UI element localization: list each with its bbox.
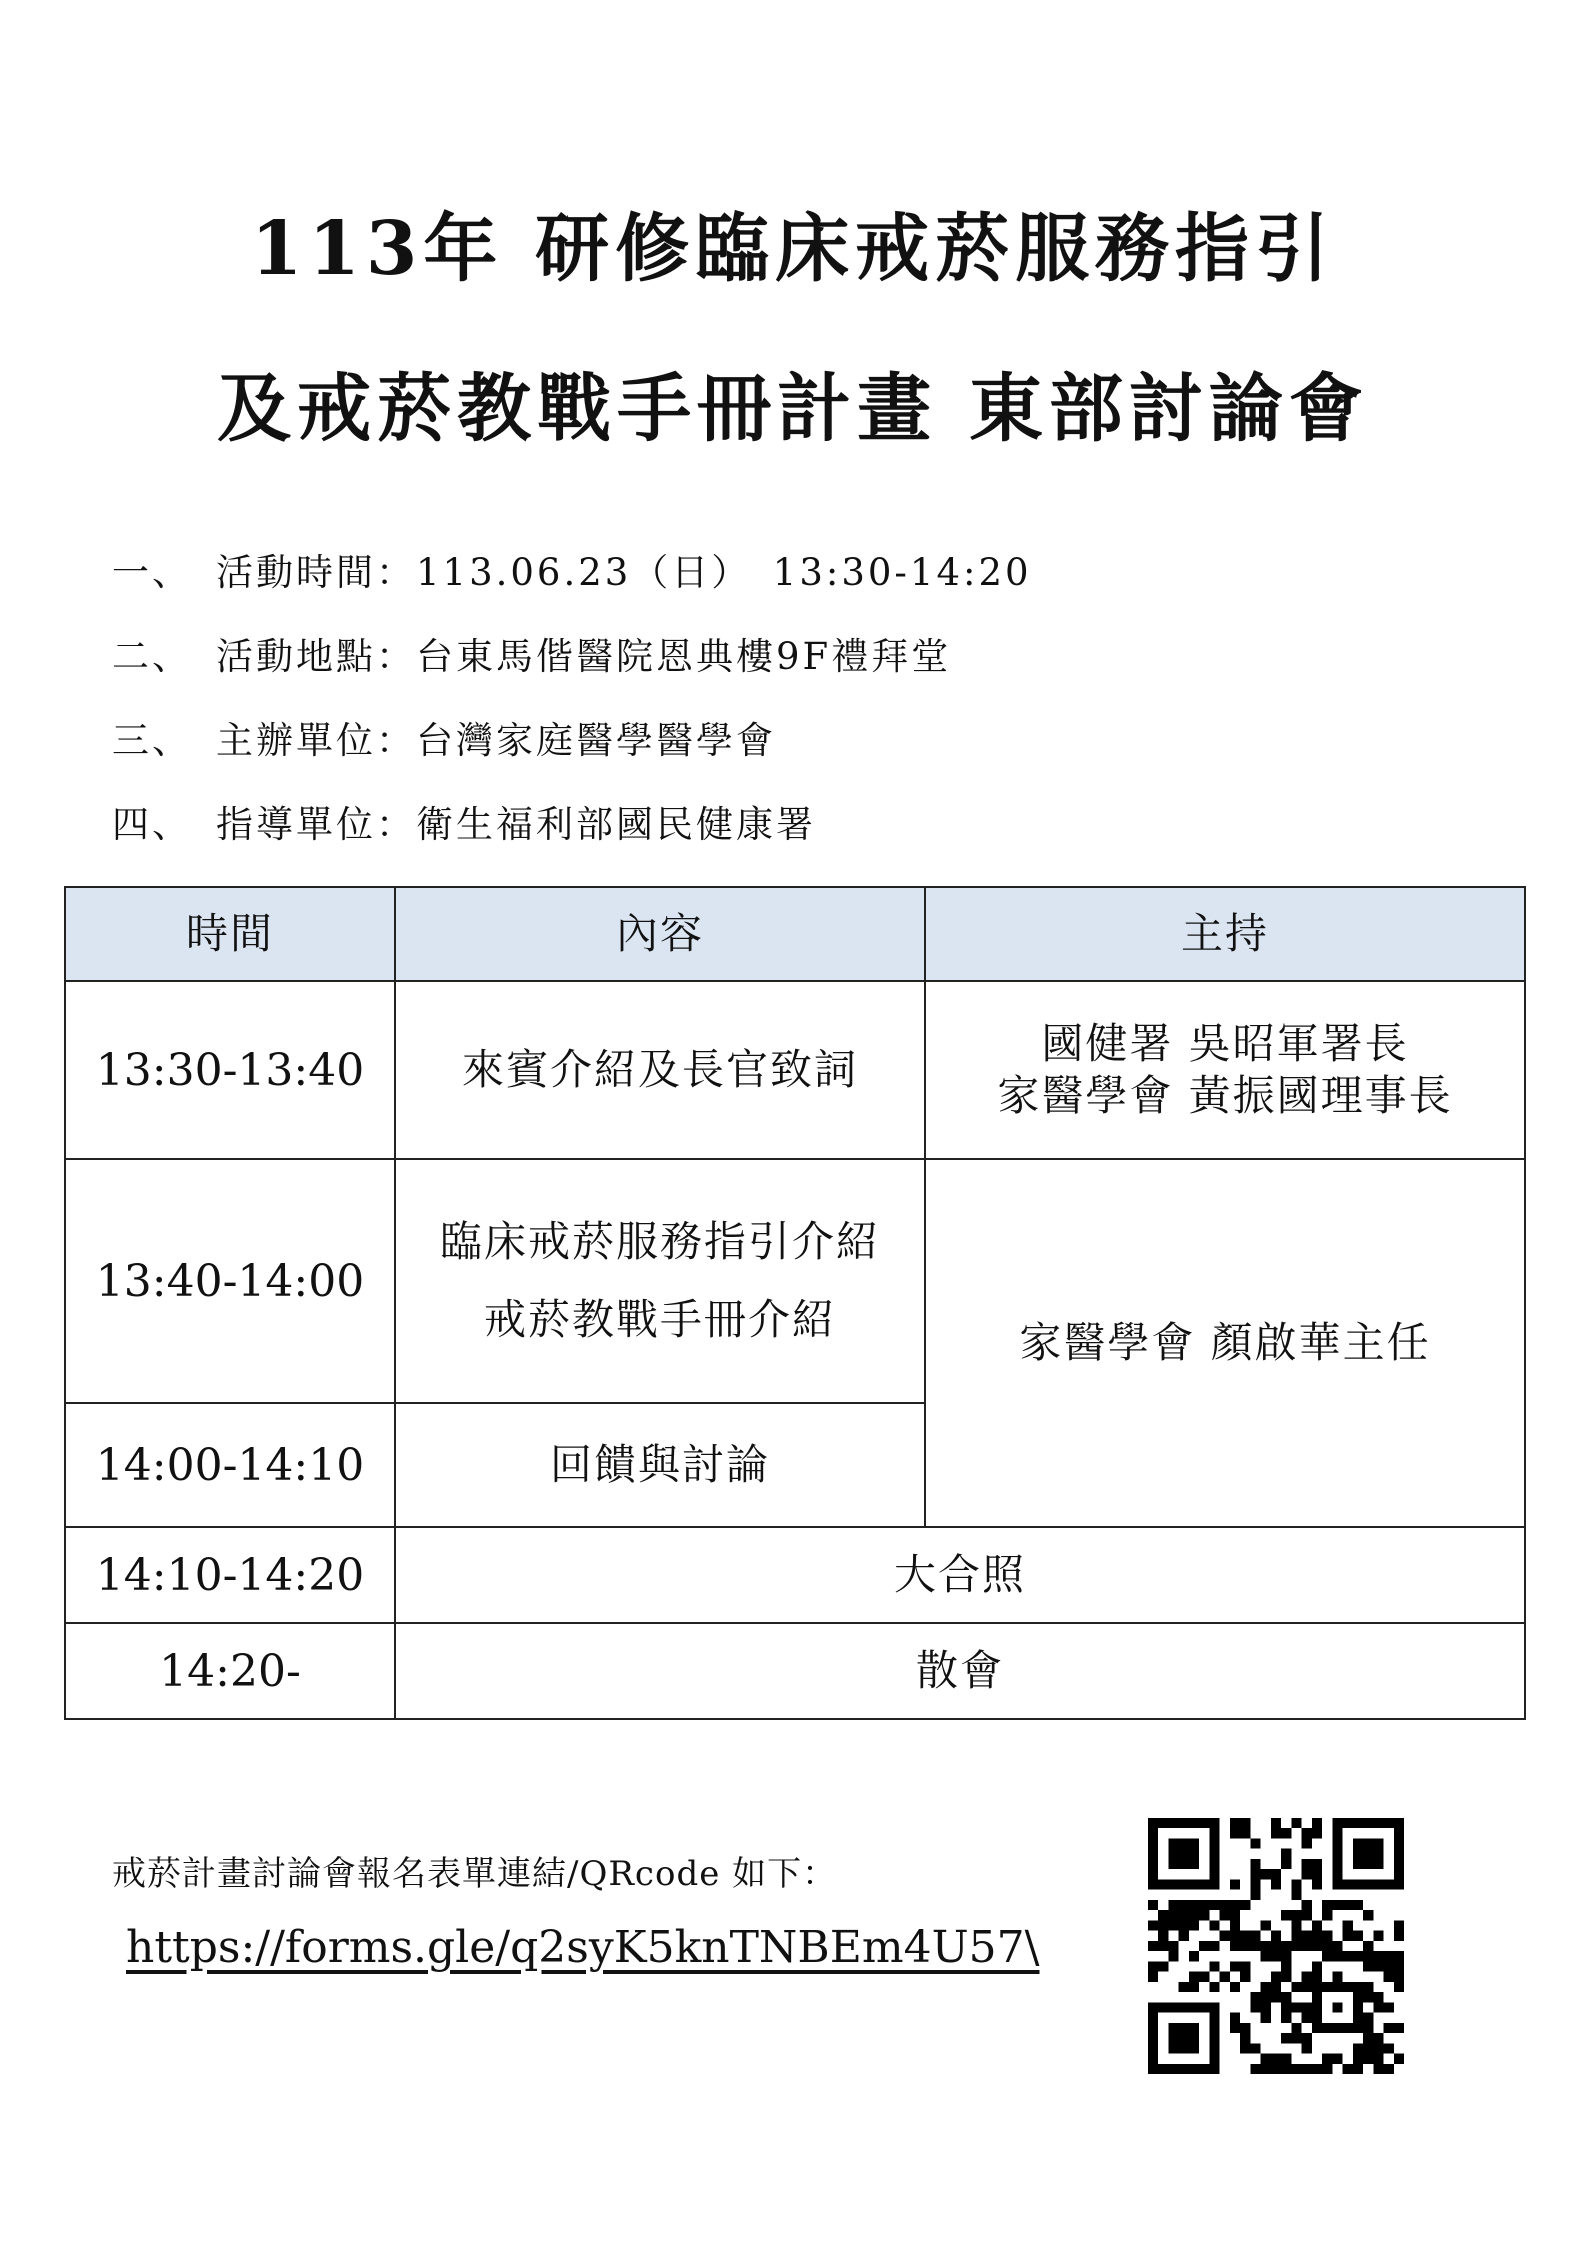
signup-form-link[interactable]: https://forms.gle/q2syK5knTNBEm4U57\: [126, 1922, 1040, 1973]
info-value: 113.06.23（日） 13:30-14:20: [416, 551, 1032, 594]
info-row-supervisor: [112, 800, 816, 850]
header-content: 內容: [395, 887, 925, 981]
info-number: 三、: [112, 719, 192, 762]
info-value: 台東馬偕醫院恩典樓9F禮拜堂: [416, 635, 952, 678]
host-line: 家醫學會 黃振國理事長: [997, 1071, 1453, 1120]
row-content: [395, 1159, 925, 1403]
info-number: 一、: [112, 551, 192, 594]
table-row: [65, 1623, 1525, 1719]
row-host: 家醫學會 顏啟華主任: [925, 1159, 1525, 1527]
info-label: 活動地點：: [216, 635, 416, 678]
row-time: 13:40-14:00: [65, 1159, 395, 1403]
table-header-row: [65, 887, 1525, 981]
info-label: 活動時間：: [216, 551, 416, 594]
row-content: 回饋與討論: [395, 1403, 925, 1527]
row-time: 13:30-13:40: [65, 981, 395, 1159]
row-host: [925, 981, 1525, 1159]
row-content: 來賓介紹及長官致詞: [395, 981, 925, 1159]
host-line: 國健署 吳昭軍署長: [1041, 1018, 1409, 1068]
row-content: 大合照: [395, 1527, 1525, 1623]
table-row: [65, 1527, 1525, 1623]
agenda-table: [64, 886, 1526, 1720]
header-host: 主持: [925, 887, 1525, 981]
info-value: 衛生福利部國民健康署: [416, 803, 816, 846]
page-title-line2: 及戒菸教戰手冊計畫 東部討論會: [217, 366, 1369, 452]
row-content: 散會: [395, 1623, 1525, 1719]
content-line: 戒菸教戰手冊介紹: [483, 1295, 836, 1344]
page-title-line1: 113年 研修臨床戒菸服務指引: [250, 206, 1336, 292]
info-label: 指導單位：: [216, 803, 416, 846]
info-row-organizer: [112, 716, 776, 766]
row-time: 14:20-: [65, 1623, 395, 1719]
signup-note: 戒菸計畫討論會報名表單連結/QRcode 如下：: [112, 1854, 838, 1894]
row-time: 14:10-14:20: [65, 1527, 395, 1623]
table-row: [65, 981, 1525, 1159]
table-row: [65, 1159, 1525, 1403]
row-time: 14:00-14:10: [65, 1403, 395, 1527]
content-line: 臨床戒菸服務指引介紹: [439, 1217, 880, 1267]
info-value: 台灣家庭醫學醫學會: [416, 719, 776, 762]
header-time: 時間: [65, 887, 395, 981]
info-label: 主辦單位：: [216, 719, 416, 762]
info-row-time: [112, 548, 1032, 598]
info-number: 二、: [112, 635, 192, 678]
info-number: 四、: [112, 803, 192, 846]
qr-code-icon[interactable]: [1148, 1818, 1404, 2074]
info-row-location: [112, 632, 951, 682]
